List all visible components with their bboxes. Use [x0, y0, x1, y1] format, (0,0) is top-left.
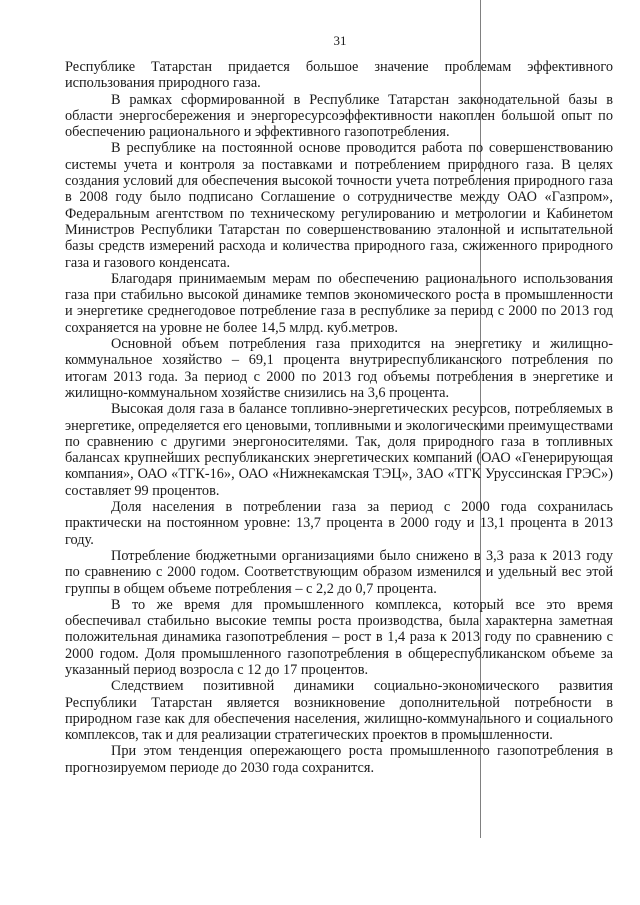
page-number: 31: [333, 33, 347, 48]
paragraph-4: Благодаря принимаемым мерам по обеспечению рационального использования газа при стабильно высокой динамике темпов экономического роста в промышленности и энергетике среднегодовое потребление газа в республике за период с 2000 по 2013 год сохраняется на уровне не более 14,5 млрд. куб.метров.: [65, 270, 613, 336]
paragraph-10: Следствием позитивной динамики социально-экономического развития Республики Татарстан является возникновение дополнительной потребности в природном газе как для обеспечения населения, жилищно-коммунального и социального комплексов, так и для реализации стратегических проектов в промышленности.: [65, 678, 613, 744]
paragraph-9: В то же время для промышленного комплекса, который все это время обеспечивал стабильно высокие темпы роста производства, была характерна заметная положительная динамика газопотребления – рост в 1,4 раза к 2013 году по сравнению с 2000 годом. Доля промышленного газопотребления в общереспубликанском объеме за указанный период возросла с 12 до 17 процентов.: [65, 596, 613, 678]
paragraph-1: Республике Татарстан придается большое значение проблемам эффективного использования природного газа.: [65, 59, 613, 92]
document-body: [65, 59, 613, 776]
paragraph-8: Потребление бюджетными организациями было снижено в 3,3 раза к 2013 году по сравнению с 2000 годом. Соответствующим образом изменился и удельный вес этой группы в общем объеме потребления – с 2,2 до 0,7 процента.: [65, 547, 613, 597]
paragraph-2: В рамках сформированной в Республике Татарстан законодательной базы в области энергосбережения и энергоресурсоэффективности накоплен большой опыт по обеспечению рационального и эффективного газопотребления.: [65, 91, 613, 141]
paragraph-6: Высокая доля газа в балансе топливно-энергетических ресурсов, потребляемых в энергетике, определяется его ценовыми, топливными и экологическими преимуществами по сравнению с другими энергоносителями. Так, доля природного газа в топливных балансах крупнейших республиканских энергетических компаний (ОАО «Генерирующая компания», ОАО «ТГК-16», ОАО «Нижнекамская ТЭЦ», ЗАО «ТГК Уруссинская ГРЭС») составляет 99 процентов.: [65, 401, 613, 499]
paragraph-11: При этом тенденция опережающего роста промышленного газопотребления в прогнозируемом периоде до 2030 года сохранится.: [65, 743, 613, 776]
paragraph-7: Доля населения в потреблении газа за период с 2000 года сохранилась практически на постоянном уровне: 13,7 процента в 2000 году и 13,1 процента в 2013 году.: [65, 499, 613, 548]
paragraph-5: Основной объем потребления газа приходится на энергетику и жилищно-коммунальное хозяйство – 69,1 процента внутриреспубликанского потребления по итогам 2013 года. За период с 2000 по 2013 год объемы потребления в энергетике и жилищно-коммунальном хозяйстве снизились на 3,6 процента.: [65, 336, 613, 401]
paragraph-3: В республике на постоянной основе проводится работа по совершенствованию системы учета и контроля за поставками и потреблением природного газа. В целях создания условий для обеспечения высокой точности учета потребления природного газа в 2008 году было подписано Соглашение о сотрудничестве между ОАО «Газпром», Федеральным агентством по техническому регулированию и метрологии и Кабинетом Министров Республики Татарстан по совершенствованию эталонной и испытательной базы средств измерений расхода и количества природного газа, сжиженного природного газа и газового конденсата.: [65, 140, 613, 271]
